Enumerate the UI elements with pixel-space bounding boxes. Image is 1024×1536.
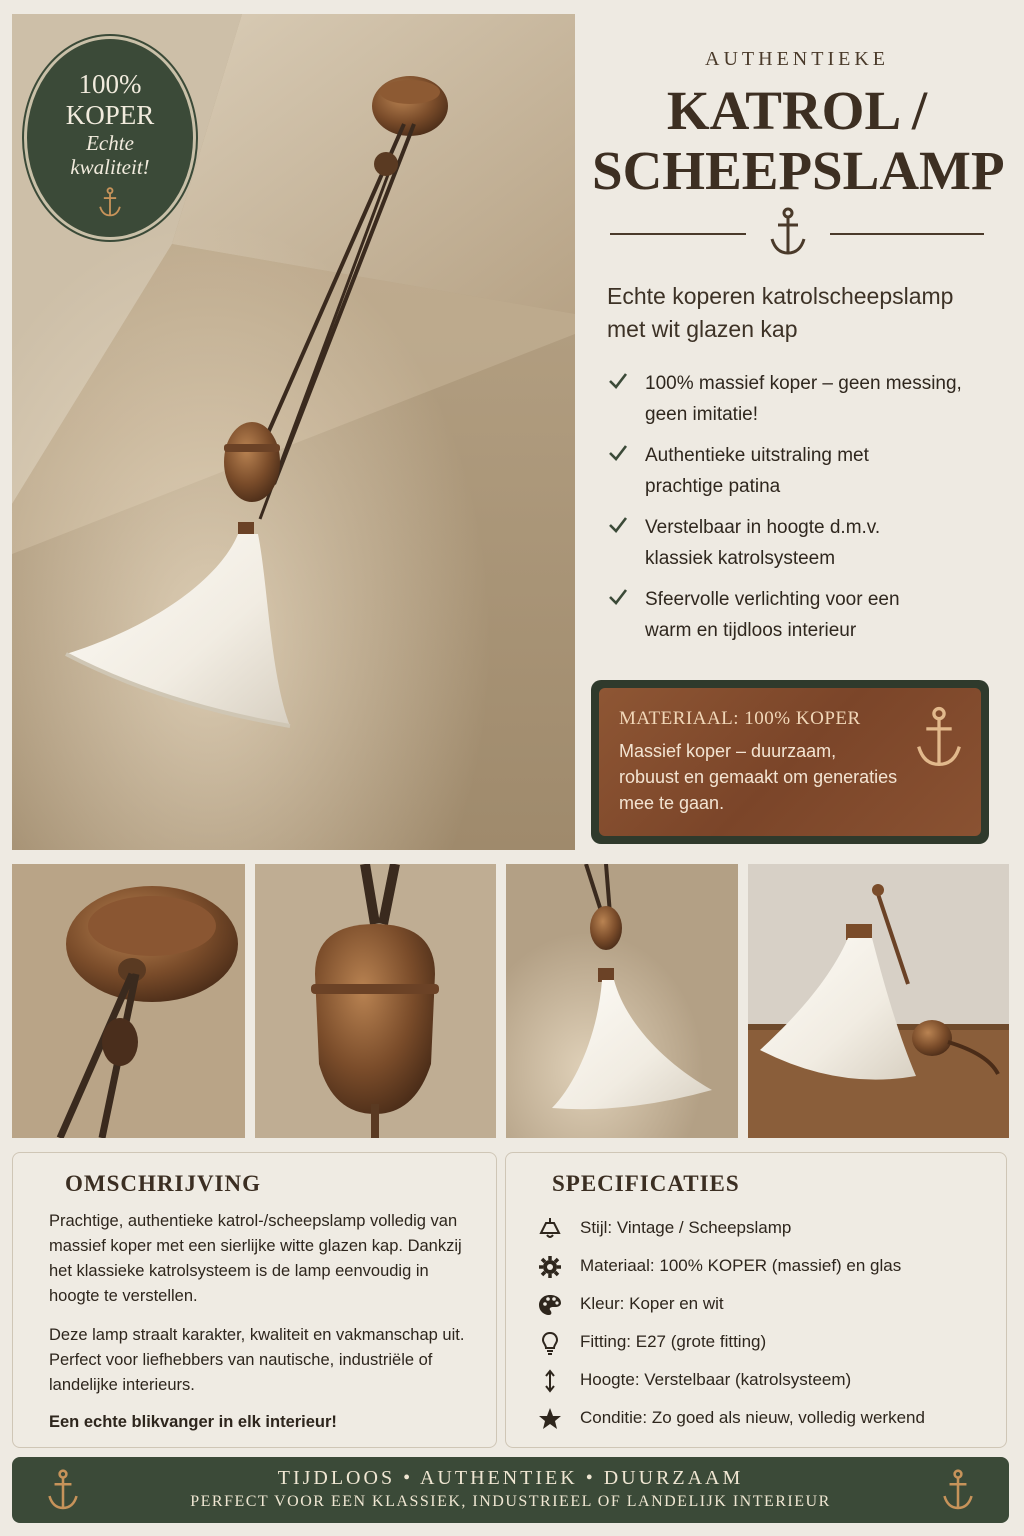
subtitle: Echte koperen katrolscheepslamp met wit glazen kap (607, 283, 954, 342)
spec-item-height: Hoogte: Verstelbaar (katrolsysteem) (534, 1361, 986, 1399)
spec-item-style: Stijl: Vintage / Scheepslamp (534, 1209, 986, 1247)
thumbnail-ceiling-rose[interactable] (12, 864, 245, 1138)
spec-item-fitting: Fitting: E27 (grote fitting) (534, 1323, 986, 1361)
pre-title: AUTHENTIEKE (705, 48, 889, 70)
badge-material: KOPER (65, 100, 155, 130)
star-icon (538, 1407, 562, 1431)
list-item: 100% massief koper – geen messing, geen imitatie! (605, 368, 1005, 430)
lightbulb-icon (538, 1331, 562, 1355)
anchor-icon (768, 207, 808, 259)
spec-item-color: Kleur: Koper en wit (534, 1285, 986, 1323)
description-highlight: Een echte blikvanger in elk interieur! (49, 1413, 337, 1431)
quality-badge (24, 36, 196, 240)
badge-percent: 100% (78, 69, 142, 99)
specifications-panel (505, 1152, 1007, 1448)
badge-tagline-1: Echte (86, 131, 134, 155)
footer-subline: PERFECT VOOR EEN KLASSIEK, INDUSTRIEEL OF LANDELIJK INTERIEUR (190, 1493, 831, 1510)
thumbnail-lit-lamp[interactable] (506, 864, 738, 1138)
vertical-arrows-icon (538, 1369, 562, 1393)
material-text: Massief koper – duurzaam, robuust en gemaakt om generaties mee te gaan. (619, 741, 898, 813)
anchor-icon (46, 1469, 80, 1513)
badge-tagline-2: kwaliteit! (70, 155, 150, 179)
description-panel (12, 1152, 497, 1448)
palette-icon (538, 1293, 562, 1317)
list-item: Verstelbaar in hoogte d.m.v. klassiek katrolsysteem (605, 512, 1005, 574)
check-icon (607, 442, 629, 464)
specifications-heading: SPECIFICATIES (552, 1171, 740, 1196)
lamp-icon (538, 1217, 562, 1241)
footer-banner (12, 1457, 1009, 1523)
check-icon (607, 370, 629, 392)
thumbnail-counterweight[interactable] (255, 864, 496, 1138)
check-icon (607, 514, 629, 536)
description-paragraph-1: Prachtige, authentieke katrol-/scheepslamp volledig van massief koper met een sierlijke witte glazen kap. Dankzij het klassieke katrolsysteem is de lamp eenvoudig in hoogte te verstellen. (49, 1212, 462, 1305)
feature-list (605, 368, 1005, 656)
check-icon (607, 586, 629, 608)
anchor-icon (27, 187, 193, 225)
page-title (592, 80, 1005, 201)
material-card (591, 680, 989, 844)
material-heading: MATERIAAL: 100% KOPER (619, 708, 861, 729)
anchor-icon (941, 1469, 975, 1513)
list-item: Authentieke uitstraling met prachtige patina (605, 440, 1005, 502)
title-line-2: SCHEEPSLAMP (592, 140, 1005, 201)
title-divider (592, 207, 1002, 263)
description-paragraph-2: Deze lamp straalt karakter, kwaliteit en vakmanschap uit. Perfect voor liefhebbers van nautische, industriële of landelijke interieurs. (49, 1326, 465, 1394)
thumbnail-lamp-on-table[interactable] (748, 864, 1009, 1138)
title-line-1: KATROL / (666, 80, 928, 141)
gear-icon (538, 1255, 562, 1279)
anchor-icon (913, 706, 965, 772)
spec-item-condition: Conditie: Zo goed als nieuw, volledig werkend (534, 1399, 986, 1437)
spec-list (534, 1209, 986, 1437)
footer-tagline: TIJDLOOS • AUTHENTIEK • DUURZAAM (277, 1467, 744, 1489)
spec-item-material: Materiaal: 100% KOPER (massief) en glas (534, 1247, 986, 1285)
list-item: Sfeervolle verlichting voor een warm en tijdloos interieur (605, 584, 1005, 646)
description-heading: OMSCHRIJVING (65, 1171, 262, 1196)
title-block (592, 48, 1005, 263)
